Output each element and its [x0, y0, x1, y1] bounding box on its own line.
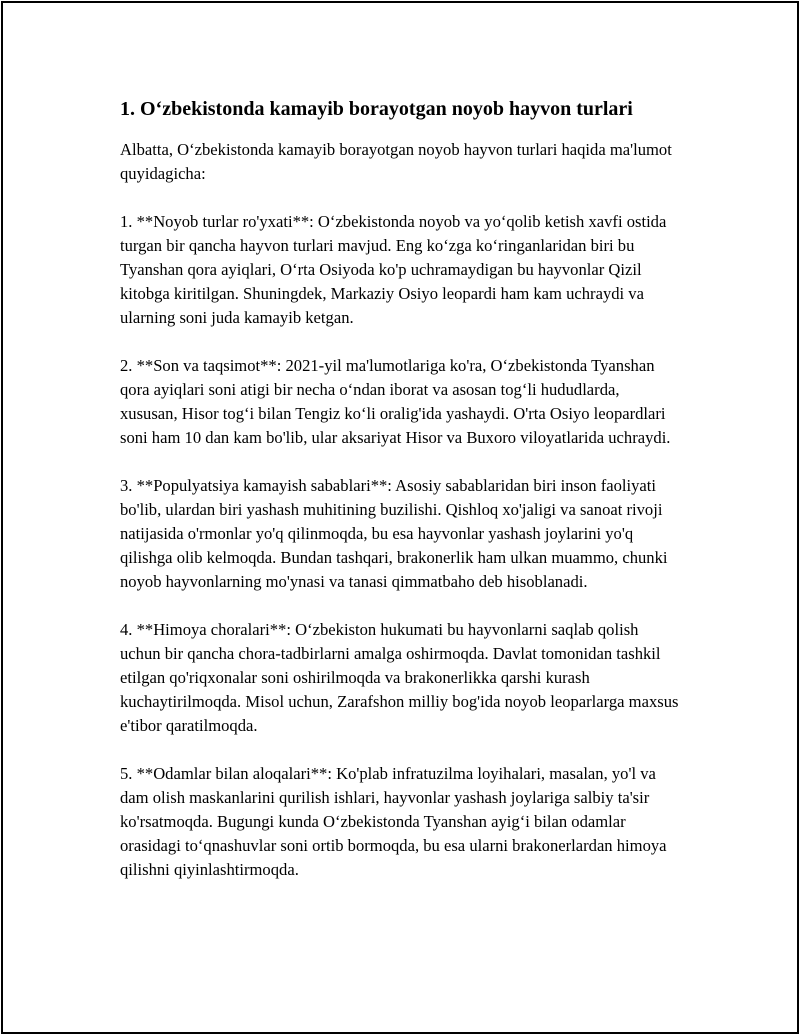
document-heading: 1. O‘zbekistonda kamayib borayotgan noyob hayvon turlari	[120, 98, 633, 120]
list-item-1: 1. **Noyob turlar ro'yxati**: O‘zbekistonda noyob va yo‘qolib ketish xavfi ostida turgan bir qancha hayvon turlari mavjud. Eng ko‘zga ko‘ringanlaridan biri bu Tyanshan qora ayiqlari, O‘rta Osiyoda ko'p uchramaydigan bu hayvonlar Qizil kitobga kiritilgan. Shuningdek, Markaziy Osiyo leopardi ham kam uchraydi va ularning soni juda kamayib ketgan.	[120, 212, 667, 327]
page-frame	[1, 1, 799, 1034]
list-item-5: 5. **Odamlar bilan aloqalari**: Ko'plab infratuzilma loyihalari, masalan, yo'l va dam olish maskanlarini qurilish ishlari, hayvonlar yashash joylariga salbiy ta'sir ko'rsatmoqda. Bugungi kunda O‘zbekistonda Tyanshan ayig‘i bilan odamlar orasidagi to‘qnashuvlar soni ortib bormoqda, bu esa ularni brakonerlardan himoya qilishni qiyinlashtirmoqda.	[120, 764, 667, 879]
list-item-4: 4. **Himoya choralari**: O‘zbekiston hukumati bu hayvonlarni saqlab qolish uchun bir qancha chora-tadbirlarni amalga oshirmoqda. Davlat tomonidan tashkil etilgan qo'riqxonalar soni oshirilmoqda va brakonerlikka qarshi kurash kuchaytirilmoqda. Misol uchun, Zarafshon milliy bog'ida noyob leoparlarga maxsus e'tibor qaratilmoqda.	[120, 620, 679, 735]
list-item-2: 2. **Son va taqsimot**: 2021-yil ma'lumotlariga ko'ra, O‘zbekistonda Tyanshan qora ayiqlari soni atigi bir necha o‘ndan iborat va asosan tog‘li hududlarda, xususan, Hisor tog‘i bilan Tengiz ko‘li oralig'ida yashaydi. O'rta Osiyo leopardlari soni ham 10 dan kam bo'lib, ular aksariyat Hisor va Buxoro viloyatlarida uchraydi.	[120, 356, 671, 447]
document-body	[120, 97, 680, 882]
intro-paragraph: Albatta, O‘zbekistonda kamayib borayotgan noyob hayvon turlari haqida ma'lumot quyidagicha:	[120, 140, 672, 183]
list-item-3: 3. **Populyatsiya kamayish sabablari**: Asosiy sabablaridan biri inson faoliyati bo'lib, ulardan biri yashash muhitining buzilishi. Qishloq xo'jaligi va sanoat rivoji natijasida o'rmonlar yo'q qilinmoqda, bu esa hayvonlar yashash joylarini yo'q qilishga olib kelmoqda. Bundan tashqari, brakonerlik ham ulkan muammo, chunki noyob hayvonlarning mo'ynasi va tanasi qimmatbaho deb hisoblanadi.	[120, 476, 668, 591]
